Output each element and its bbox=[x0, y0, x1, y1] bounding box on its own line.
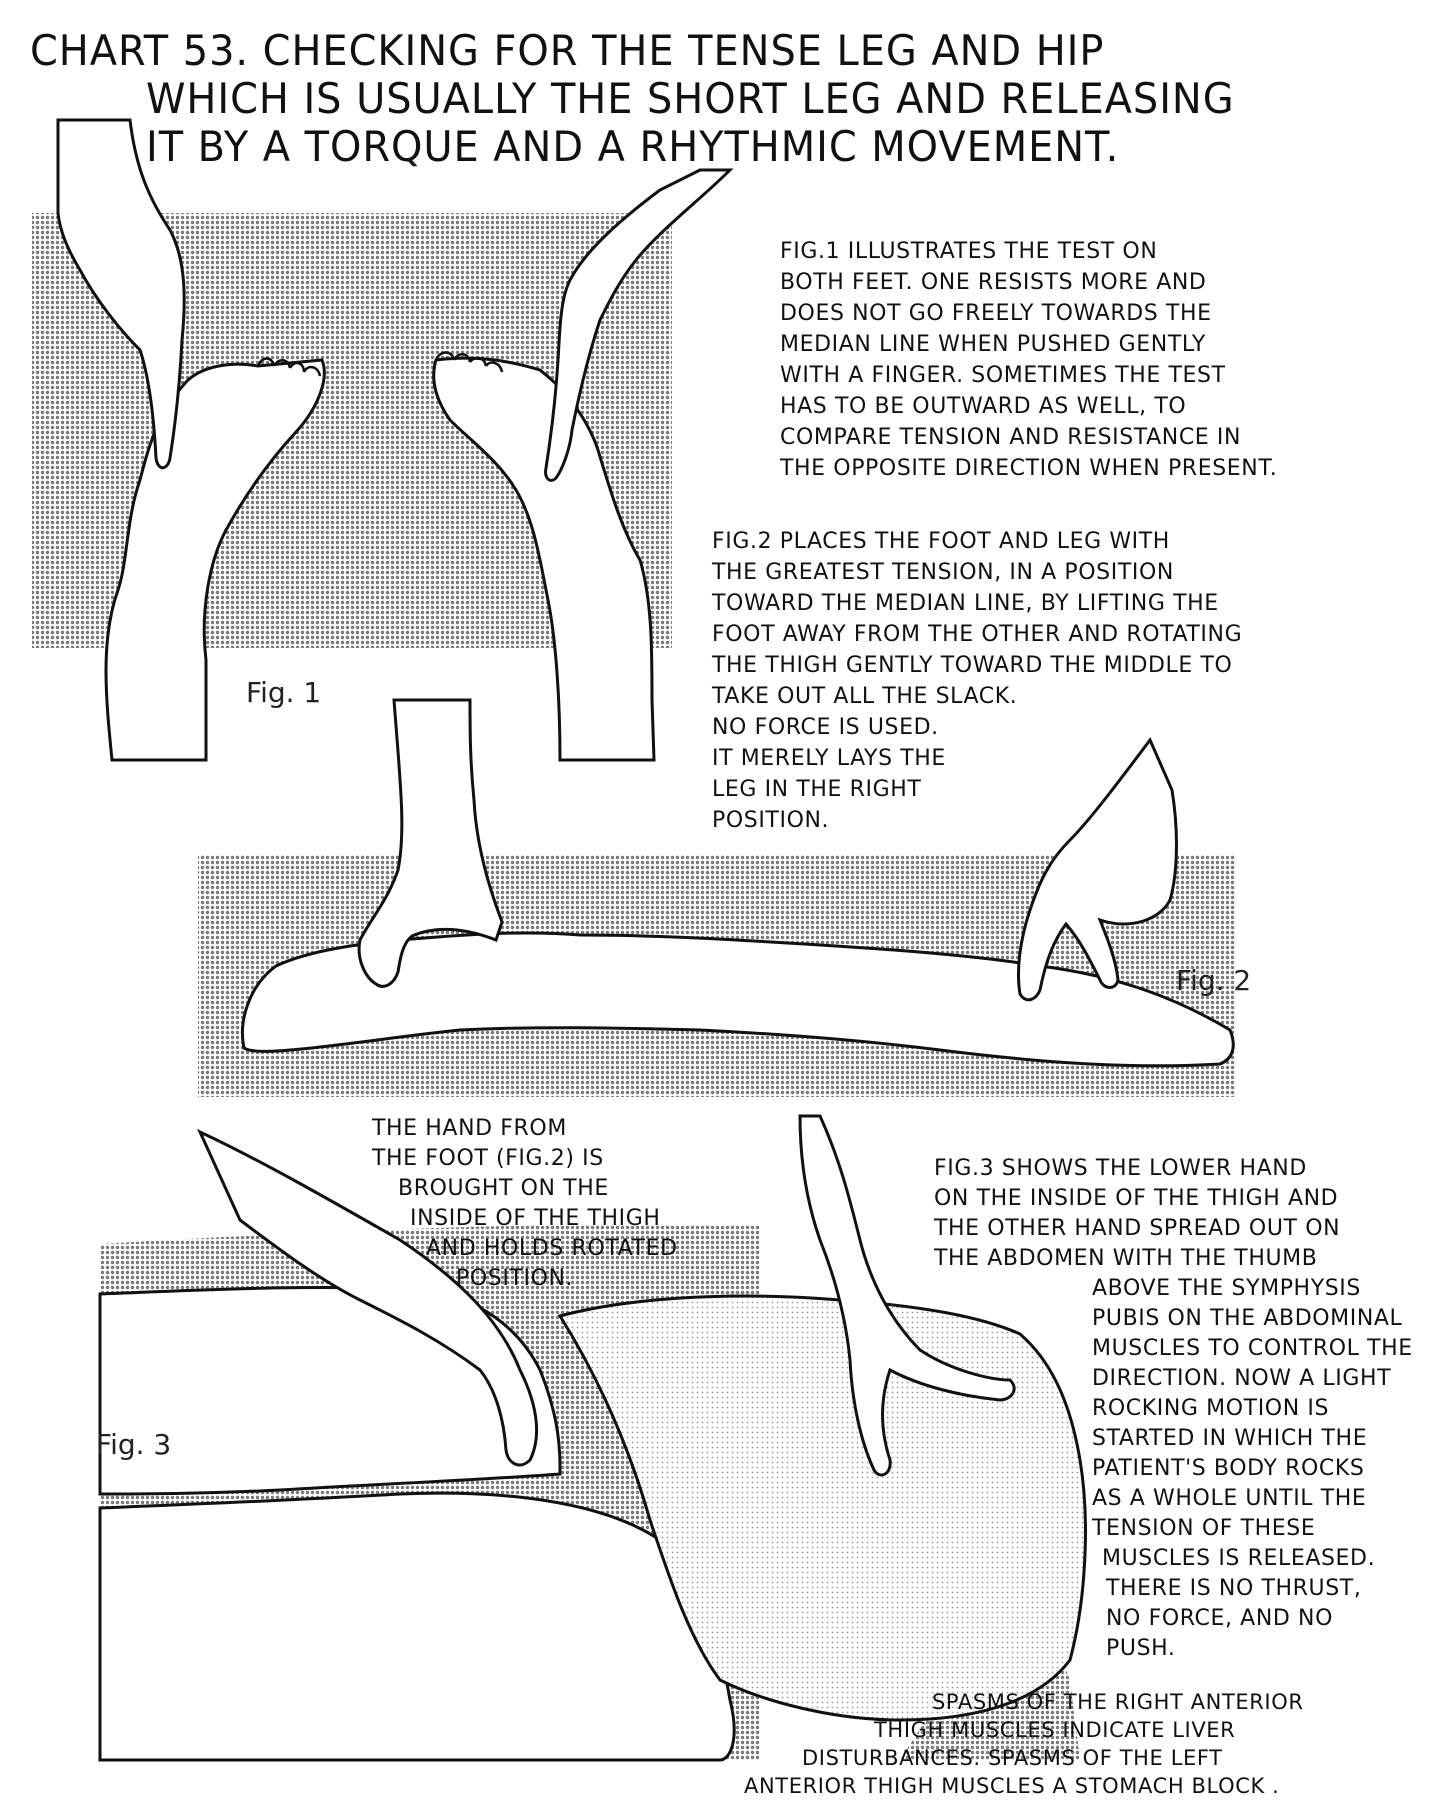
caption-line: POSITION. bbox=[712, 808, 830, 833]
caption-line: TOWARD THE MEDIAN LINE, BY LIFTING THE bbox=[712, 591, 1219, 616]
fig1-illustration bbox=[32, 120, 730, 760]
caption-line: AND HOLDS ROTATED bbox=[426, 1236, 678, 1261]
caption-line: INSIDE OF THE THIGH bbox=[410, 1206, 661, 1231]
caption-line: DIRECTION. NOW A LIGHT bbox=[1092, 1366, 1392, 1391]
caption-line: THERE IS NO THRUST, bbox=[1106, 1576, 1362, 1601]
caption-line: ABOVE THE SYMPHYSIS bbox=[1092, 1276, 1361, 1301]
hand-caption bbox=[372, 1114, 678, 1294]
caption-line: FIG.3 SHOWS THE LOWER HAND bbox=[934, 1156, 1307, 1181]
caption-line: THE FOOT (FIG.2) IS bbox=[372, 1146, 604, 1171]
caption-line: THIGH MUSCLES INDICATE LIVER bbox=[874, 1718, 1236, 1742]
caption-line: ON THE INSIDE OF THE THIGH AND bbox=[934, 1186, 1339, 1211]
caption-line: THE GREATEST TENSION, IN A POSITION bbox=[712, 560, 1174, 585]
fig1-caption bbox=[780, 236, 1277, 484]
caption-line: PATIENT'S BODY ROCKS bbox=[1092, 1456, 1365, 1481]
caption-line: AS A WHOLE UNTIL THE bbox=[1092, 1486, 1367, 1511]
fig3-label: Fig. 3 bbox=[96, 1428, 172, 1461]
caption-line: PUSH. bbox=[1106, 1636, 1176, 1661]
caption-line: MUSCLES IS RELEASED. bbox=[1102, 1546, 1376, 1571]
caption-line: POSITION. bbox=[456, 1266, 574, 1291]
fig2-caption bbox=[712, 526, 1242, 836]
caption-line: NO FORCE IS USED. bbox=[712, 715, 939, 740]
caption-line: NO FORCE, AND NO bbox=[1106, 1606, 1333, 1631]
caption-line: THE OPPOSITE DIRECTION WHEN PRESENT. bbox=[780, 456, 1278, 481]
caption-line: LEG IN THE RIGHT bbox=[712, 777, 922, 802]
caption-line: DISTURBANCES. SPASMS OF THE LEFT bbox=[802, 1746, 1223, 1770]
spasms-caption bbox=[744, 1688, 1304, 1800]
caption-line: THE OTHER HAND SPREAD OUT ON bbox=[934, 1216, 1341, 1241]
caption-line: HAS TO BE OUTWARD AS WELL, TO bbox=[780, 394, 1187, 419]
caption-line: SPASMS OF THE RIGHT ANTERIOR bbox=[932, 1690, 1304, 1714]
caption-line: FIG.2 PLACES THE FOOT AND LEG WITH bbox=[712, 529, 1170, 554]
fig2-label: Fig. 2 bbox=[1176, 964, 1252, 997]
caption-line: MEDIAN LINE WHEN PUSHED GENTLY bbox=[780, 332, 1206, 357]
title-line-3: IT BY A TORQUE AND A RHYTHMIC MOVEMENT. bbox=[146, 122, 1120, 171]
caption-line: TENSION OF THESE bbox=[1092, 1516, 1316, 1541]
fig3-thigh bbox=[100, 1493, 734, 1760]
caption-line: THE ABDOMEN WITH THE THUMB bbox=[934, 1246, 1318, 1271]
title-line-2: WHICH IS USUALLY THE SHORT LEG AND RELEASING bbox=[146, 74, 1235, 123]
caption-line: BROUGHT ON THE bbox=[398, 1176, 609, 1201]
caption-line: COMPARE TENSION AND RESISTANCE IN bbox=[780, 425, 1242, 450]
caption-line: TAKE OUT ALL THE SLACK. bbox=[712, 684, 1018, 709]
caption-line: PUBIS ON THE ABDOMINAL bbox=[1092, 1306, 1403, 1331]
fig3-caption-continued bbox=[1092, 1274, 1413, 1664]
fig1-label: Fig. 1 bbox=[246, 676, 322, 709]
caption-line: ANTERIOR THIGH MUSCLES A STOMACH BLOCK . bbox=[744, 1774, 1280, 1798]
caption-line: WITH A FINGER. SOMETIMES THE TEST bbox=[780, 363, 1226, 388]
caption-line: MUSCLES TO CONTROL THE bbox=[1092, 1336, 1413, 1361]
caption-line: ROCKING MOTION IS bbox=[1092, 1396, 1330, 1421]
caption-line: THE HAND FROM bbox=[372, 1116, 567, 1141]
caption-line: IT MERELY LAYS THE bbox=[712, 746, 946, 771]
caption-line: DOES NOT GO FREELY TOWARDS THE bbox=[780, 301, 1212, 326]
caption-line: BOTH FEET. ONE RESISTS MORE AND bbox=[780, 270, 1207, 295]
caption-line: STARTED IN WHICH THE bbox=[1092, 1426, 1368, 1451]
fig3-caption bbox=[934, 1154, 1340, 1274]
caption-line: FIG.1 ILLUSTRATES THE TEST ON bbox=[780, 239, 1158, 264]
caption-line: FOOT AWAY FROM THE OTHER AND ROTATING bbox=[712, 622, 1243, 647]
title-line-1: CHART 53. CHECKING FOR THE TENSE LEG AND HIP bbox=[30, 26, 1105, 75]
caption-line: THE THIGH GENTLY TOWARD THE MIDDLE TO bbox=[712, 653, 1233, 678]
